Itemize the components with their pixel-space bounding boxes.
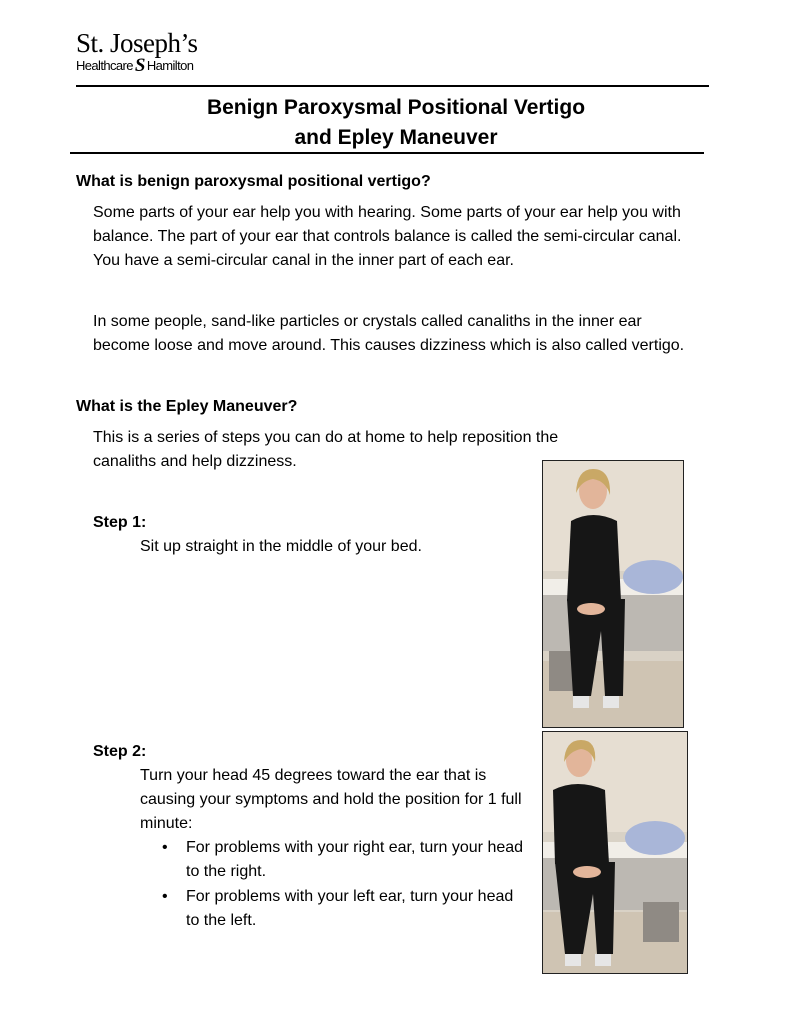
step-2-label: Step 2: <box>93 743 147 760</box>
header-rule <box>76 85 709 87</box>
section-heading-bppv: What is benign paroxysmal positional vertigo? <box>76 173 431 190</box>
title-rule <box>70 152 704 154</box>
bullet-right-ear: • For problems with your right ear, turn your head to the right. <box>160 836 530 884</box>
logo-sub-left: Healthcare <box>76 58 133 73</box>
step-2-text: Turn your head 45 degrees toward the ear that is causing your symptoms and hold the position for 1 full minute: <box>140 767 522 832</box>
paragraph-ear-balance: Some parts of your ear help you with hearing. Some parts of your ear help you with balance. The part of your ear that controls balance is called the semi-circular canal. You have a semi-circular canal in the inner part of each ear. <box>93 204 682 269</box>
logo-subtitle <box>76 55 198 76</box>
paragraph-epley: This is a series of steps you can do at home to help reposition the canaliths and help dizziness. <box>93 429 559 470</box>
section-heading-epley: What is the Epley Maneuver? <box>76 398 298 415</box>
title-line-1: Benign Paroxysmal Positional Vertigo <box>206 96 586 119</box>
logo-mark-icon: S <box>134 55 145 76</box>
step-1-text: Sit up straight in the middle of your bed. <box>140 538 422 555</box>
step-1-label: Step 1: <box>93 514 147 531</box>
step-2-photo <box>542 731 688 974</box>
logo-sub-right: Hamilton <box>146 58 194 73</box>
step-2-photo-illustration <box>543 732 687 973</box>
page-title <box>70 93 722 153</box>
title-line-2: and Epley Maneuver <box>294 126 498 149</box>
step-1-photo <box>542 460 684 728</box>
bullet-left-ear: • For problems with your left ear, turn your head to the left. <box>160 885 530 933</box>
logo-name: St. Joseph’s <box>76 28 198 58</box>
paragraph-canaliths: In some people, sand-like particles or crystals called canaliths in the inner ear become loose and move around. This causes dizziness which is also called vertigo. <box>93 313 685 354</box>
step-2-bullets <box>160 836 530 934</box>
step-1-photo-illustration <box>543 461 683 727</box>
hospital-logo <box>76 28 198 74</box>
